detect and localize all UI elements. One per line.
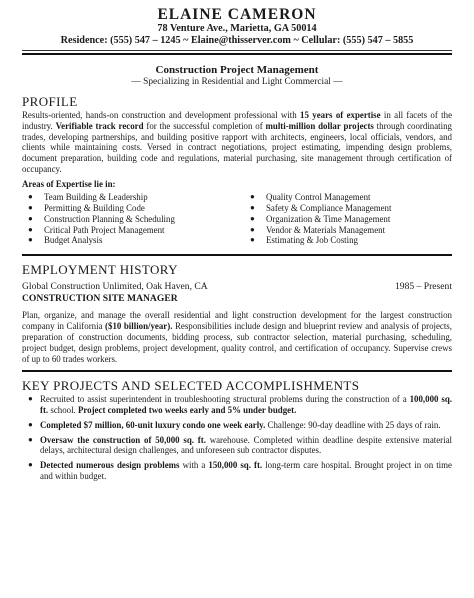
target-title: Construction Project Management (155, 64, 319, 76)
emphasis-text: Detected numerous design problems (40, 460, 180, 471)
emphasis-text: 100,000 sq. ft. (40, 394, 452, 416)
text-run: Results-oriented, hands-on construction and development professional with (22, 110, 301, 120)
accomplishment-item (22, 420, 452, 431)
text-run: Recruited to assist superintendent in troubleshooting structural problems during the construction of a (40, 394, 410, 405)
employment-heading: EMPLOYMENT HISTORY (22, 262, 178, 278)
bullet-icon: ● (28, 202, 33, 212)
employer-name: Global Construction Unlimited, Oak Haven, CA (22, 281, 208, 293)
expertise-label: Organization & Time Management (266, 213, 391, 224)
expertise-item (28, 192, 230, 203)
expertise-label: Safety & Compliance Management (266, 202, 392, 213)
bullet-icon: ● (28, 419, 33, 429)
areas-right-column (230, 192, 452, 247)
employment-divider (22, 254, 452, 256)
accomplishment-item (22, 435, 452, 457)
emphasis-text: Oversaw the construction of 50,000 sq. ft. (40, 434, 206, 445)
expertise-item (250, 235, 452, 246)
bullet-icon: ● (28, 213, 33, 223)
text-run: Challenge: 90-day deadline with 25 days of rain. (265, 419, 441, 430)
expertise-label: Budget Analysis (44, 235, 103, 246)
bullet-icon: ● (28, 224, 33, 234)
expertise-label: Quality Control Management (266, 191, 371, 202)
contact-line: Residence: (555) 547 – 1245 ~ Elaine@thisserver.com ~ Cellular: (555) 547 – 5855 (60, 35, 414, 46)
expertise-label: Critical Path Project Management (44, 224, 165, 235)
text-run: warehouse. Completed within deadline despite extensive material delays, architectural design challenges, and unforeseen sub contractor disputes. (40, 434, 452, 456)
expertise-label: Vendor & Materials Management (266, 224, 386, 235)
emphasis-text: Verifiable track record (55, 120, 144, 131)
text-run: long-term care hospital. Brought project in on time and within budget. (40, 460, 452, 482)
bullet-icon: ● (250, 202, 255, 212)
emphasis-text: Project completed two weeks early and 5% under budget. (77, 405, 297, 416)
accomplishment-item (22, 460, 452, 482)
accomplishment-item (22, 394, 452, 416)
expertise-label: Team Building & Leadership (44, 191, 148, 202)
text-run: with a (179, 460, 209, 471)
bullet-icon: ● (28, 191, 33, 201)
areas-right-list (250, 192, 452, 247)
target-subtitle: — Specializing in Residential and Light Commercial — (131, 77, 343, 87)
bullet-icon: ● (250, 213, 255, 223)
bullet-icon: ● (28, 434, 33, 444)
emphasis-text: 150,000 sq. ft. (208, 460, 263, 471)
bullet-icon: ● (250, 224, 255, 234)
expertise-item (250, 203, 452, 214)
expertise-item (28, 235, 230, 246)
profile-heading: PROFILE (22, 94, 78, 109)
areas-of-expertise (22, 192, 452, 247)
text-run: school. (48, 405, 78, 416)
text-run: Plan, organize, and manage the overall residential and light construction development for the largest construction company in California (22, 310, 452, 332)
emphasis-text: multi-million dollar projects (265, 120, 374, 131)
expertise-item (28, 203, 230, 214)
expertise-label: Estimating & Job Costing (266, 235, 358, 246)
expertise-item (250, 192, 452, 203)
areas-label: Areas of Expertise lie in: (22, 178, 116, 189)
header-divider-thick (22, 53, 452, 55)
emphasis-text: 15 years of expertise (300, 110, 381, 120)
text-run: through coordinating trades, developing partnerships, and building positive rapport with architects, engineers, local officials, vendors, and clients while maintaining costs. Versed in contract negotiations, project estimating, impending design problems, document preparation, building code and regulations, material purchasing, site management through certification of occupancy. (22, 120, 452, 174)
expertise-item (250, 225, 452, 236)
job-title: CONSTRUCTION SITE MANAGER (22, 292, 178, 304)
bullet-icon: ● (28, 460, 33, 470)
areas-left-column (28, 192, 230, 247)
projects-heading: KEY PROJECTS AND SELECTED ACCOMPLISHMENTS (22, 378, 360, 394)
text-run: Responsibilities include design and blueprint review and analysis of projects, preparation of construction documents, bidding process, sub contractor selection, material purchasing, scheduling, project budget, design problems, project development, quality control, and certification of occupancy. Supervise crews of up to 60 trades workers. (22, 321, 452, 364)
candidate-name: ELAINE CAMERON (157, 6, 317, 23)
bullet-icon: ● (28, 394, 33, 404)
emphasis-text: ($10 billion/year). (105, 321, 173, 332)
expertise-item (250, 214, 452, 225)
job-description (22, 310, 452, 364)
bullet-icon: ● (250, 191, 255, 201)
address: 78 Venture Ave., Marietta, GA 50014 (157, 23, 317, 34)
profile-summary (22, 110, 452, 175)
bullet-icon: ● (28, 235, 33, 245)
areas-left-list (28, 192, 230, 247)
projects-divider (22, 370, 452, 372)
text-run: in all facets of the industry. (22, 110, 453, 131)
employer-line (22, 281, 452, 293)
expertise-item (28, 214, 230, 225)
expertise-item (28, 225, 230, 236)
expertise-label: Construction Planning & Scheduling (44, 213, 175, 224)
employment-dates: 1985 – Present (394, 281, 452, 293)
expertise-label: Permitting & Building Code (44, 202, 145, 213)
text-run: for the successful completion of (143, 120, 266, 131)
resume-page (0, 6, 474, 598)
bullet-icon: ● (250, 235, 255, 245)
projects-list (22, 394, 452, 482)
emphasis-text: Completed $7 million, 60-unit luxury condo one week early. (40, 419, 266, 430)
